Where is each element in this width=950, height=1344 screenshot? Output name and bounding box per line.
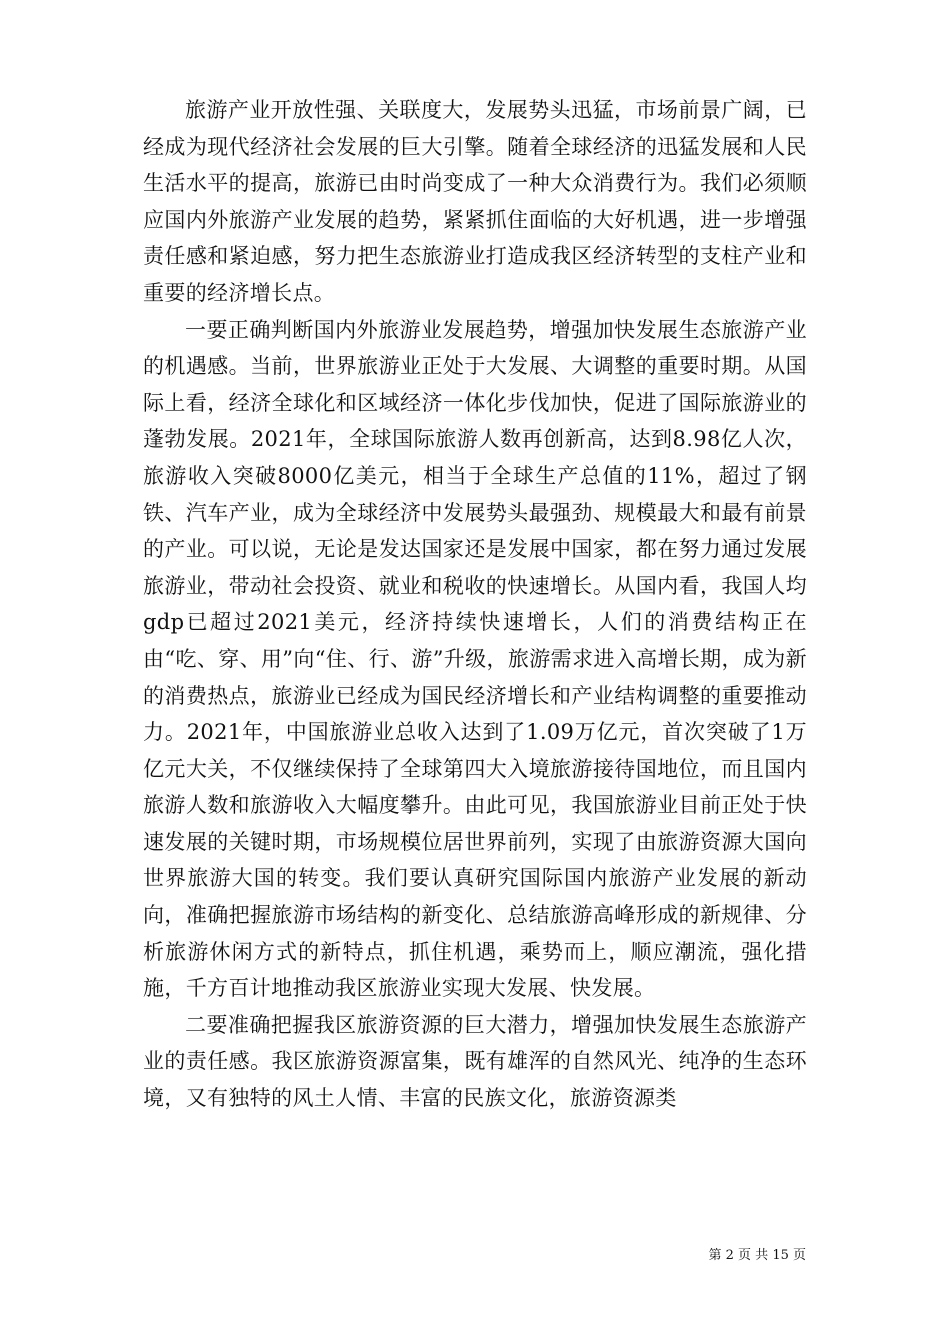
- paragraph-trend: 一要正确判断国内外旅游业发展趋势，增强加快发展生态旅游产业的机遇感。当前，世界旅游业正处于大发展、大调整的重要时期。从国际上看，经济全球化和区域经济一体化步伐加快，促进了国际旅游业的蓬勃发展。2021年，全球国际旅游人数再创新高，达到8.98亿人次，旅游收入突破8000亿美元，相当于全球生产总值的11%，超过了钢铁、汽车产业，成为全球经济中发展势头最强劲、规模最大和最有前景的产业。可以说，无论是发达国家还是发展中国家，都在努力通过发展旅游业，带动社会投资、就业和税收的快速增长。从国内看，我国人均gdp已超过2021美元，经济持续快速增长，人们的消费结构正在由“吃、穿、用”向“住、行、游”升级，旅游需求进入高增长期，成为新的消费热点，旅游业已经成为国民经济增长和产业结构调整的重要推动力。2021年，中国旅游业总收入达到了1.09万亿元，首次突破了1万亿元大关，不仅继续保持了全球第四大入境旅游接待国地位，而且国内旅游人数和旅游收入大幅度攀升。由此可见，我国旅游业目前正处于快速发展的关键时期，市场规模位居世界前列，实现了由旅游资源大国向世界旅游大国的转变。我们要认真研究国际国内旅游产业发展的新动向，准确把握旅游市场结构的新变化、总结旅游高峰形成的新规律、分析旅游休闲方式的新特点，抓住机遇，乘势而上，顺应潮流，强化措施，千方百计地推动我区旅游业实现大发展、快发展。: [143, 317, 807, 1001]
- document-body: [143, 92, 807, 1117]
- page-number-footer: 第 2 页 共 15 页: [708, 1248, 806, 1263]
- paragraph-intro: 旅游产业开放性强、关联度大，发展势头迅猛，市场前景广阔，已经成为现代经济社会发展的巨大引擎。随着全球经济的迅猛发展和人民生活水平的提高，旅游已由时尚变成了一种大众消费行为。我们必须顺应国内外旅游产业发展的趋势，紧紧抓住面临的大好机遇，进一步增强责任感和紧迫感，努力把生态旅游业打造成我区经济转型的支柱产业和重要的经济增长点。: [143, 98, 807, 305]
- paragraph-resources: 二要准确把握我区旅游资源的巨大潜力，增强加快发展生态旅游产业的责任感。我区旅游资源富集，既有雄浑的自然风光、纯净的生态环境，又有独特的风土人情、丰富的民族文化，旅游资源类: [143, 1012, 807, 1111]
